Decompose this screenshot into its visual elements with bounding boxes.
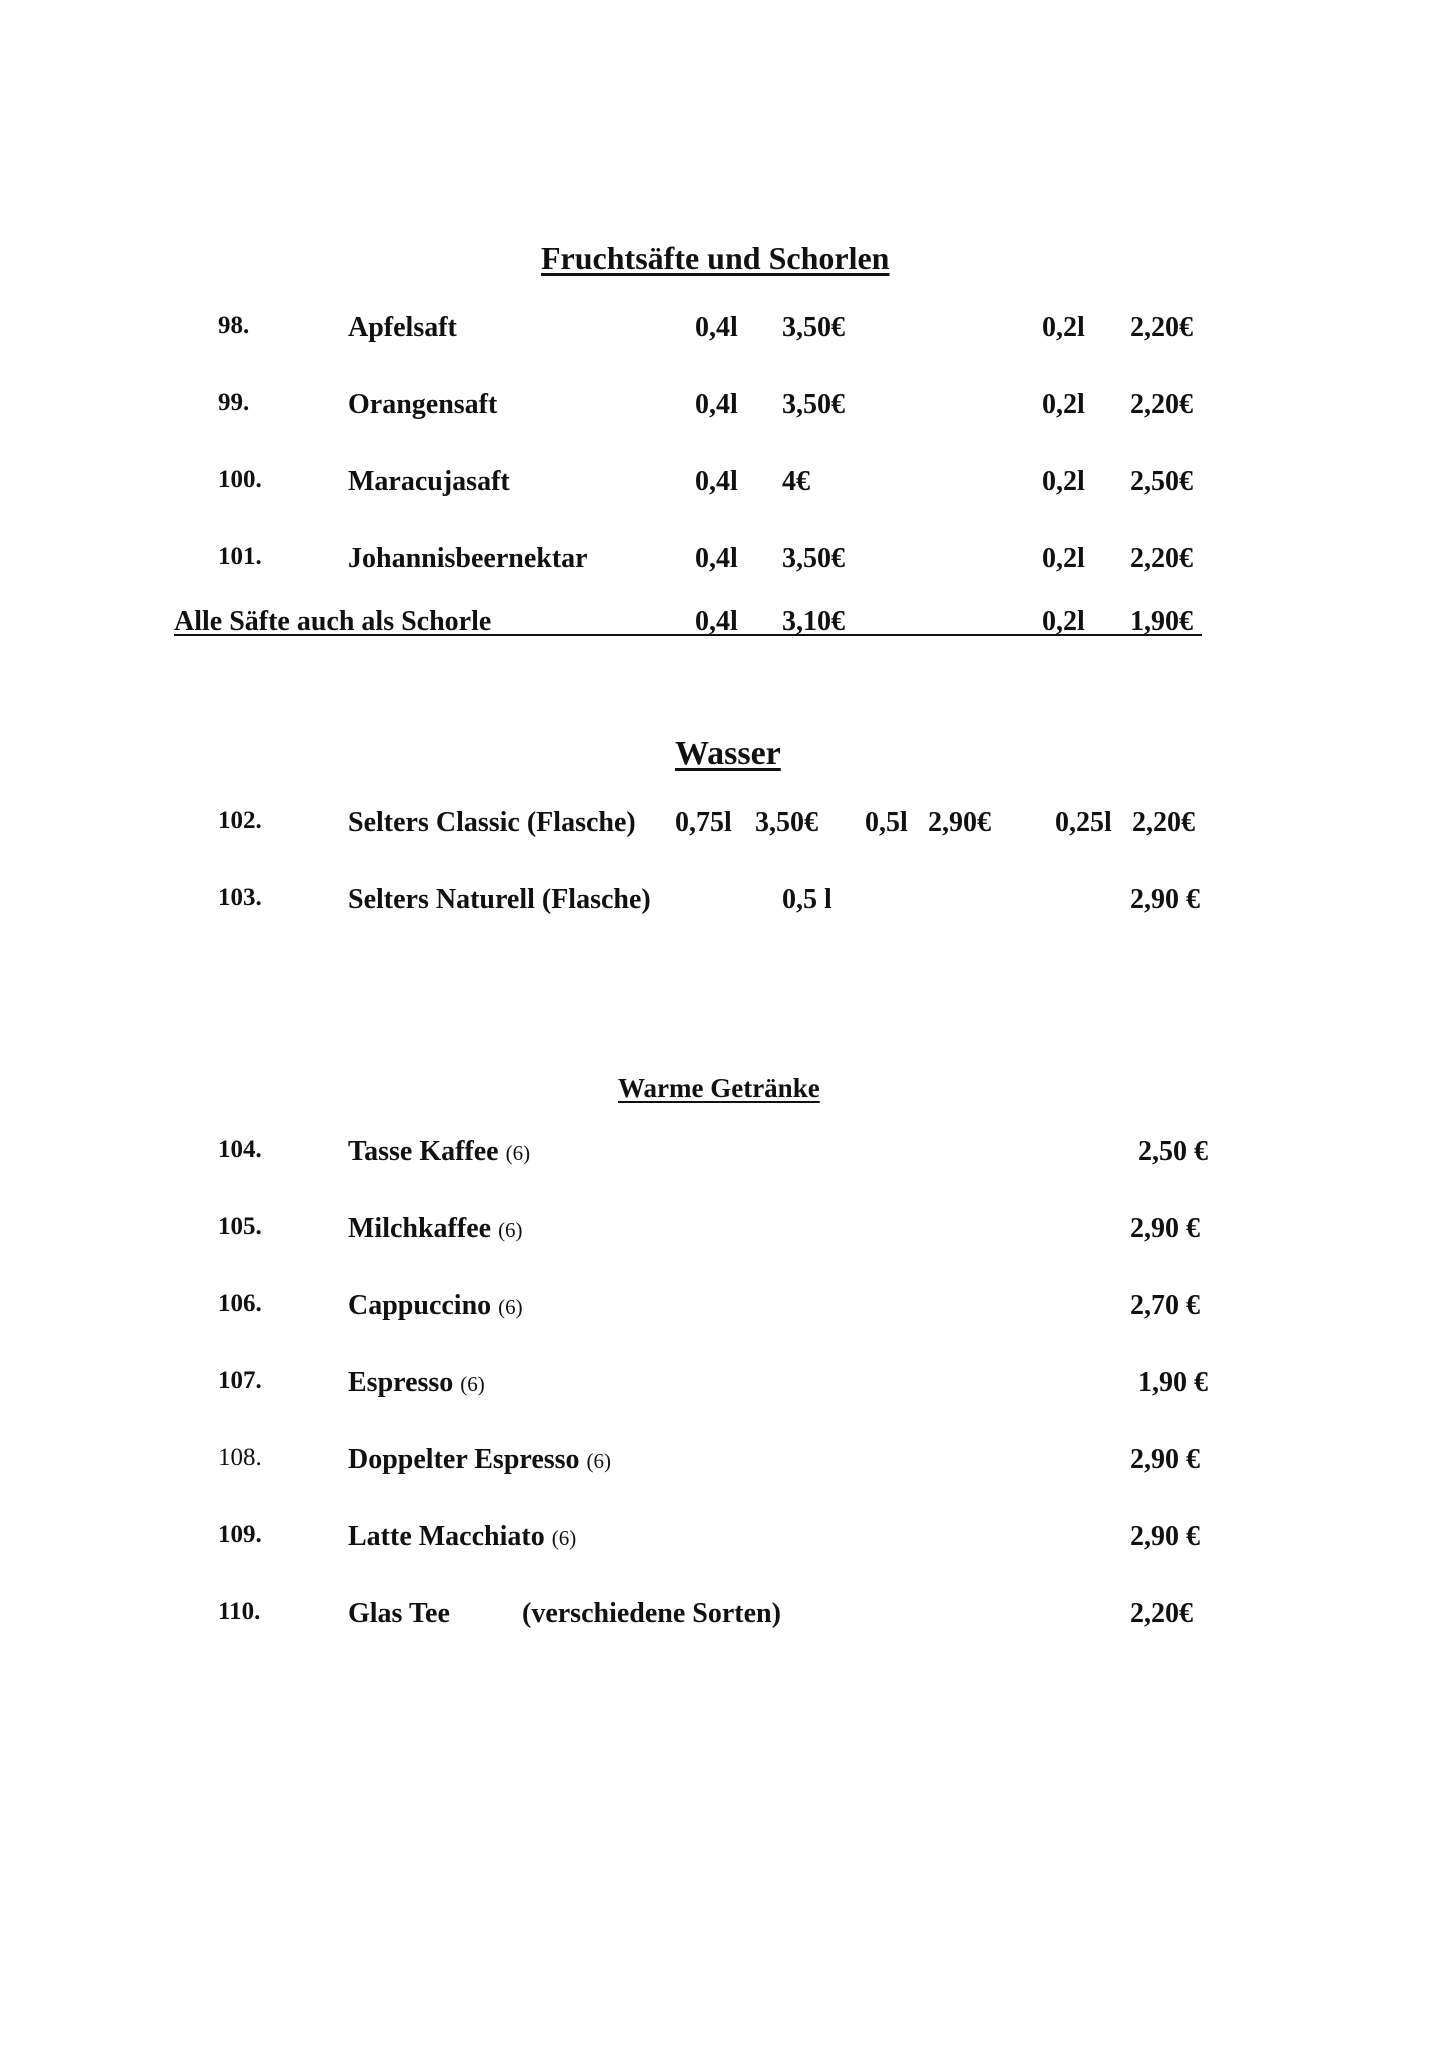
menu-item-row [0, 1213, 1448, 1253]
item-price: 2,90 € [1130, 1521, 1200, 1552]
item-price: 2,20€ [1130, 1598, 1193, 1629]
menu-item-row [0, 543, 1448, 583]
item-name [348, 1367, 485, 1399]
item-price-small: 2,50€ [1130, 466, 1193, 497]
item-name-text: Tasse Kaffee [348, 1136, 499, 1167]
item-price: 2,90 € [1130, 884, 1200, 915]
water-section-title: Wasser [675, 735, 781, 772]
item-name-text: Doppelter Espresso [348, 1444, 580, 1475]
item-price: 2,70 € [1130, 1290, 1200, 1321]
item-size-small: 0,2l [1042, 466, 1085, 497]
item-number: 106. [218, 1290, 262, 1317]
item-price-small: 2,20€ [1130, 389, 1193, 420]
menu-item-row [0, 884, 1448, 924]
item-name [348, 1213, 523, 1245]
item-price-large: 3,50€ [782, 543, 845, 574]
item-number: 103. [218, 884, 262, 911]
menu-item-row [0, 1444, 1448, 1484]
allergen-note: (6) [551, 1526, 577, 1550]
item-price-large: 3,50€ [782, 389, 845, 420]
menu-item-row [0, 1290, 1448, 1330]
item-name: Glas Tee [348, 1598, 450, 1629]
item-number: 98. [218, 312, 250, 339]
item-price: 2,90 € [1130, 1444, 1200, 1475]
item-number: 109. [218, 1521, 262, 1548]
schorle-size-large: 0,4l [695, 606, 738, 637]
item-number: 101. [218, 543, 262, 570]
item-name: Johannisbeernektar [348, 543, 588, 574]
item-name-text: Espresso [348, 1367, 454, 1398]
item-size: 0,5 l [782, 884, 832, 915]
item-name: Orangensaft [348, 389, 498, 420]
item-name [348, 1290, 523, 1322]
item-size-small: 0,25l [1055, 807, 1112, 838]
menu-item-row [0, 1521, 1448, 1561]
item-price-large: 3,50€ [755, 807, 818, 838]
schorle-price-small: 1,90€ [1130, 606, 1193, 637]
item-price-medium: 2,90€ [928, 807, 991, 838]
schorle-size-small: 0,2l [1042, 606, 1085, 637]
item-size-medium: 0,5l [865, 807, 908, 838]
item-name-text: Latte Macchiato [348, 1521, 545, 1552]
item-name: Selters Classic (Flasche) [348, 807, 636, 838]
menu-item-row [0, 1598, 1448, 1638]
item-price-small: 2,20€ [1130, 312, 1193, 343]
item-size-small: 0,2l [1042, 312, 1085, 343]
item-name: Maracujasaft [348, 466, 510, 497]
item-size-large: 0,4l [695, 312, 738, 343]
schorle-underline [174, 634, 1202, 636]
menu-item-row [0, 1136, 1448, 1176]
item-number: 108. [218, 1444, 262, 1471]
item-size-small: 0,2l [1042, 389, 1085, 420]
item-price-small: 2,20€ [1130, 543, 1193, 574]
item-name [348, 1444, 611, 1476]
allergen-note: (6) [586, 1449, 612, 1473]
menu-item-row [0, 807, 1448, 847]
item-size-large: 0,4l [695, 543, 738, 574]
item-size-large: 0,4l [695, 389, 738, 420]
schorle-price-large: 3,10€ [782, 606, 845, 637]
item-name: Apfelsaft [348, 312, 457, 343]
warm-drinks-section-title: Warme Getränke [618, 1073, 820, 1103]
item-number: 107. [218, 1367, 262, 1394]
item-name [348, 1136, 530, 1168]
menu-item-row [0, 466, 1448, 506]
allergen-note: (6) [498, 1295, 523, 1319]
item-price-large: 4€ [782, 466, 810, 497]
item-number: 102. [218, 807, 262, 834]
item-price-small: 2,20€ [1132, 807, 1195, 838]
menu-item-row [0, 389, 1448, 429]
item-size-large: 0,75l [675, 807, 732, 838]
item-number: 110. [218, 1598, 261, 1625]
juices-section-title: Fruchtsäfte und Schorlen [541, 240, 890, 276]
item-number: 104. [218, 1136, 262, 1163]
schorle-row [0, 606, 1448, 646]
item-size-small: 0,2l [1042, 543, 1085, 574]
item-number: 105. [218, 1213, 262, 1240]
item-price: 1,90 € [1138, 1367, 1208, 1398]
item-description: (verschiedene Sorten) [522, 1598, 781, 1629]
menu-item-row [0, 312, 1448, 352]
allergen-note: (6) [460, 1372, 485, 1396]
item-price: 2,90 € [1130, 1213, 1200, 1244]
item-price: 2,50 € [1138, 1136, 1208, 1167]
schorle-label: Alle Säfte auch als Schorle [174, 606, 492, 637]
item-number: 100. [218, 466, 262, 493]
item-number: 99. [218, 389, 250, 416]
allergen-note: (6) [498, 1218, 523, 1242]
item-name-text: Milchkaffee [348, 1213, 492, 1244]
menu-item-row [0, 1367, 1448, 1407]
allergen-note: (6) [505, 1141, 531, 1165]
item-name: Selters Naturell (Flasche) [348, 884, 651, 915]
item-name [348, 1521, 576, 1553]
item-name-text: Cappuccino [348, 1290, 492, 1321]
item-price-large: 3,50€ [782, 312, 845, 343]
item-size-large: 0,4l [695, 466, 738, 497]
